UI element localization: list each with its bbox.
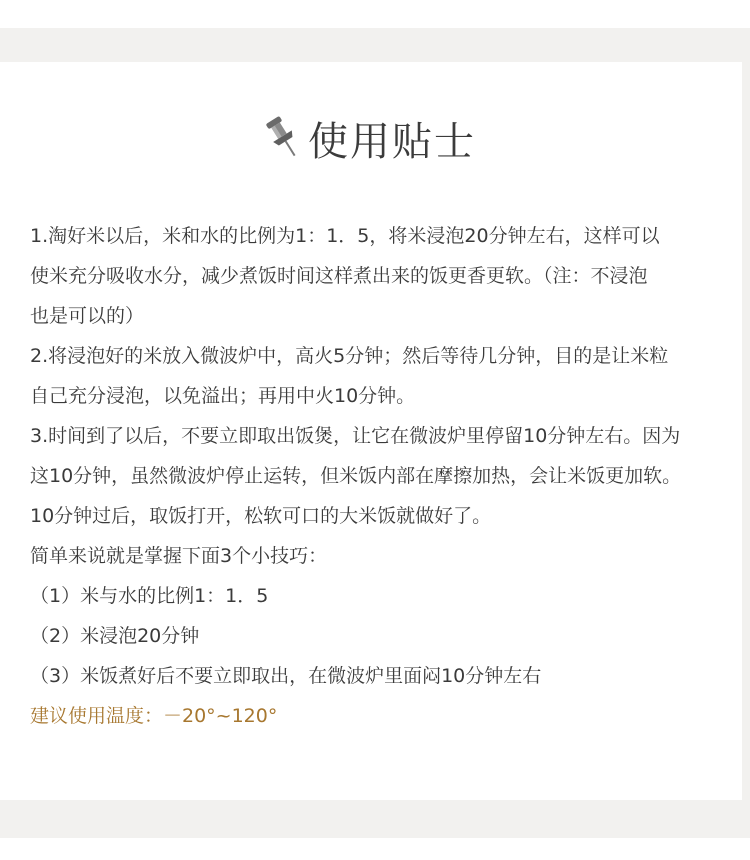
text-line: 2.将浸泡好的米放入微波炉中，高火5分钟；然后等待几分钟，目的是让米粒	[30, 345, 669, 367]
text-line: 1.淘好米以后，米和水的比例为1：1．5，将米浸泡20分钟左右，这样可以	[30, 225, 660, 247]
right-band	[742, 28, 750, 838]
text-line: 也是可以的）	[30, 305, 145, 327]
title-row	[0, 110, 742, 166]
text-line: 自己充分浸泡，以免溢出；再用中火10分钟。	[30, 385, 416, 407]
tip-item: （1）米与水的比例1：1．5	[30, 585, 269, 607]
text-line: 简单来说就是掌握下面3个小技巧：	[30, 545, 328, 567]
tip-item: （3）米饭煮好后不要立即取出，在微波炉里面闷10分钟左右	[30, 665, 542, 687]
pushpin-icon	[266, 115, 300, 161]
tip-item: （2）米浸泡20分钟	[30, 625, 200, 647]
temperature-note: 建议使用温度：－20°~120°	[30, 705, 278, 727]
tips-content	[30, 216, 730, 736]
text-line: 10分钟过后，取饭打开，松软可口的大米饭就做好了。	[30, 505, 492, 527]
bottom-band	[0, 800, 750, 838]
page-title: 使用贴士	[308, 118, 476, 165]
text-line: 使米充分吸收水分，减少煮饭时间这样煮出来的饭更香更软。（注：不浸泡	[30, 265, 648, 287]
text-line: 3.时间到了以后，不要立即取出饭煲，让它在微波炉里停留10分钟左右。因为	[30, 425, 681, 447]
text-line: 这10分钟，虽然微波炉停止运转，但米饭内部在摩擦加热，会让米饭更加软。	[30, 465, 682, 487]
top-band	[0, 28, 750, 62]
